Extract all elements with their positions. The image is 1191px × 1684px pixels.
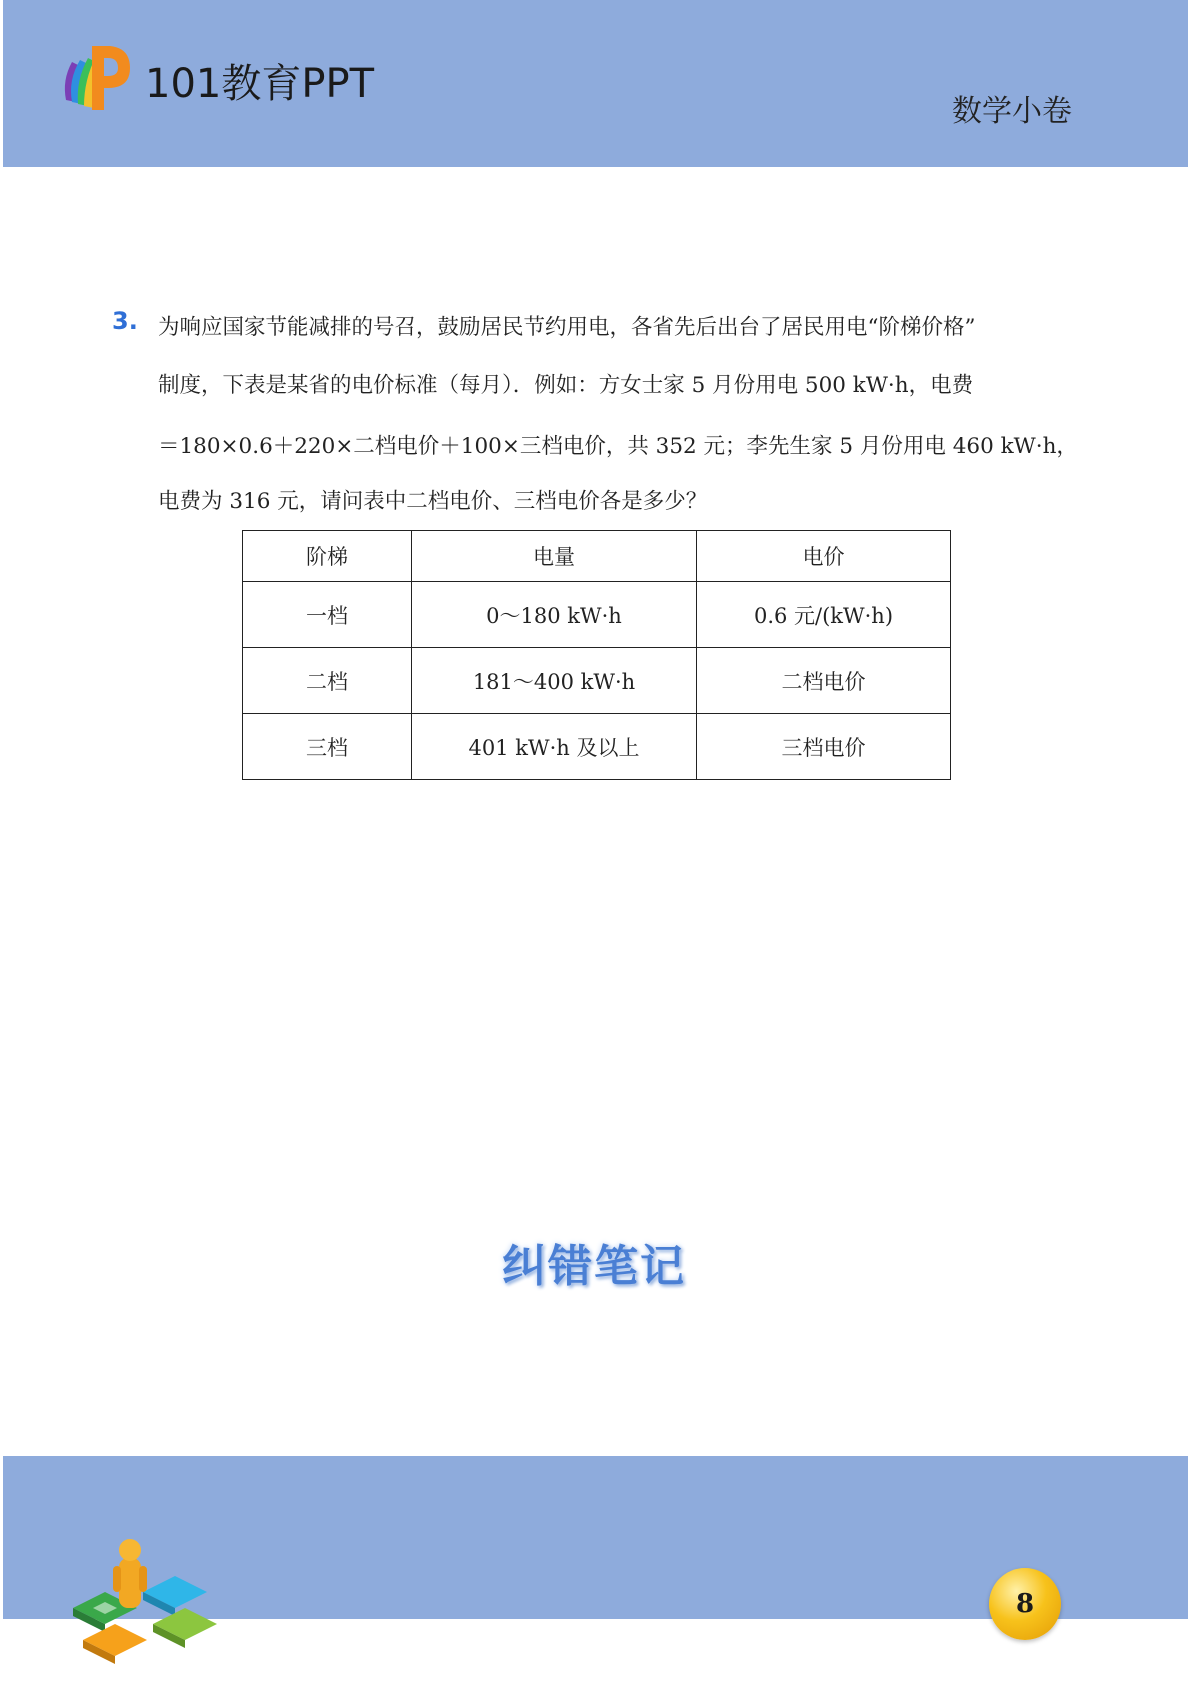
paper-type-label: 数学小卷	[952, 94, 1072, 129]
price-table	[242, 530, 951, 780]
table-cell: 0～180 kW·h	[412, 582, 697, 648]
question-line: 为响应国家节能减排的号召，鼓励居民节约用电，各省先后出台了居民用电“阶梯价格”	[158, 315, 976, 340]
question-number: 3.	[112, 307, 138, 335]
person-on-tiles-icon	[65, 1536, 225, 1666]
question-line: 电费为 316 元，请问表中二档电价、三档电价各是多少？	[158, 489, 708, 514]
logo-icon	[58, 40, 133, 115]
table-cell: 三档	[243, 714, 412, 780]
logo-text: 101教育PPT	[145, 61, 375, 107]
table-header-row	[243, 531, 951, 582]
table-cell: 181～400 kW·h	[412, 648, 697, 714]
table-cell: 二档电价	[697, 648, 951, 714]
table-row	[243, 648, 951, 714]
table-cell: 二档	[243, 648, 412, 714]
table-row	[243, 714, 951, 780]
table-cell: 一档	[243, 582, 412, 648]
table-header-cell: 阶梯	[243, 531, 412, 582]
page-number-badge	[989, 1568, 1061, 1640]
table-header-cell: 电价	[697, 531, 951, 582]
table-cell: 三档电价	[697, 714, 951, 780]
correction-notes-title: 纠错笔记	[502, 1241, 686, 1292]
question-line: ＝180×0.6＋220×二档电价＋100×三档电价，共 352 元；李先生家 5 月份用电 460 kW·h，	[158, 434, 1078, 459]
page-number: 8	[1015, 1589, 1035, 1619]
table-row	[243, 582, 951, 648]
table-header-cell: 电量	[412, 531, 697, 582]
table-cell: 401 kW·h 及以上	[412, 714, 697, 780]
question-line: 制度，下表是某省的电价标准（每月）．例如：方女士家 5 月份用电 500 kW·h，电费	[158, 373, 974, 398]
table-cell: 0.6 元/(kW·h)	[697, 582, 951, 648]
